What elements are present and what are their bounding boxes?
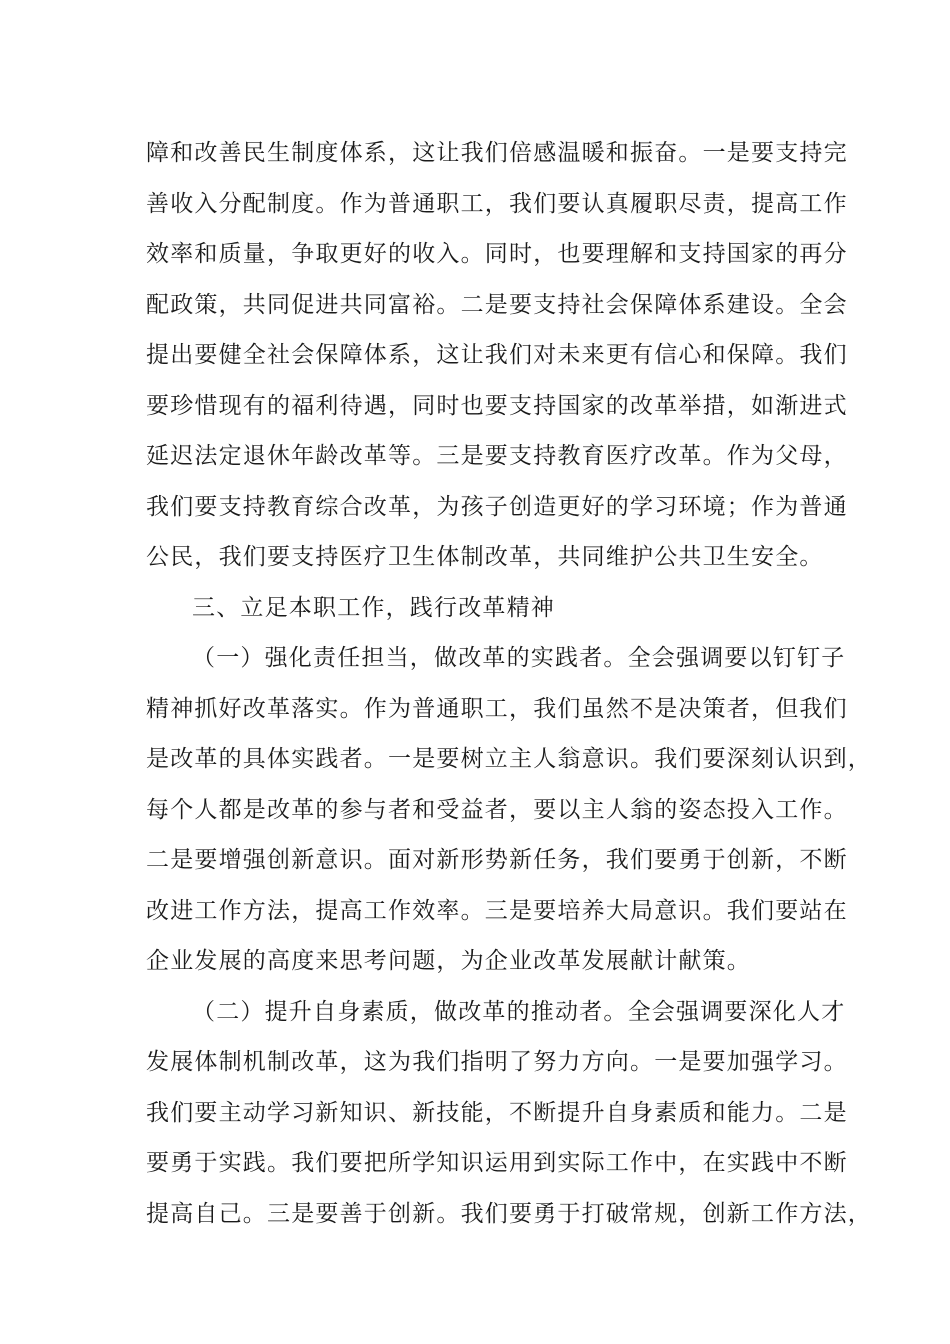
text-line: 改进工作方法，提高工作效率。三是要培养大局意识。我们要站在 (146, 897, 848, 924)
text-line: 企业发展的高度来思考问题，为企业改革发展献计献策。 (146, 948, 751, 974)
body-text (146, 128, 872, 1239)
text-line: 是改革的具体实践者。一是要树立主人翁意识。我们要深刻认识到， (146, 746, 872, 772)
text-line: 障和改善民生制度体系，这让我们倍感温暖和振奋。一是要支持完 (146, 140, 848, 166)
text-line: 每个人都是改革的参与者和受益者，要以主人翁的姿态投入工作。 (146, 796, 848, 823)
text-line: 我们要主动学习新知识、新技能，不断提升自身素质和能力。二是 (146, 1099, 848, 1126)
text-line: 精神抓好改革落实。作为普通职工，我们虽然不是决策者，但我们 (146, 695, 848, 722)
text-line: 提出要健全社会保障体系，这让我们对未来更有信心和保障。我们 (146, 342, 848, 368)
subsection-heading-line: （二）提升自身素质，做改革的推动者。全会强调要深化人才 (192, 998, 846, 1025)
text-line: 延迟法定退休年龄改革等。三是要支持教育医疗改革。作为父母， (146, 443, 848, 469)
text-line: 效率和质量，争取更好的收入。同时，也要理解和支持国家的再分 (146, 241, 848, 267)
text-line: 我们要支持教育综合改革，为孩子创造更好的学习环境；作为普通 (146, 493, 848, 520)
text-line: 要珍惜现有的福利待遇，同时也要支持国家的改革举措，如渐进式 (146, 392, 848, 419)
text-line: 发展体制机制改革，这为我们指明了努力方向。一是要加强学习。 (146, 1049, 848, 1075)
text-line: 提高自己。三是要善于创新。我们要勇于打破常规，创新工作方法， (146, 1200, 872, 1227)
text-line: 配政策，共同促进共同富裕。二是要支持社会保障体系建设。全会 (146, 291, 848, 318)
subsection-heading-line: （一）强化责任担当，做改革的实践者。全会强调要以钉钉子 (192, 645, 846, 671)
text-line: 二是要增强创新意识。面对新形势新任务，我们要勇于创新，不断 (146, 847, 848, 873)
text-line: 要勇于实践。我们要把所学知识运用到实际工作中，在实践中不断 (146, 1150, 848, 1176)
section-heading: 三、立足本职工作，践行改革精神 (192, 594, 555, 621)
text-line: 公民，我们要支持医疗卫生体制改革，共同维护公共卫生安全。 (146, 544, 824, 570)
text-line: 善收入分配制度。作为普通职工，我们要认真履职尽责，提高工作 (146, 190, 848, 217)
